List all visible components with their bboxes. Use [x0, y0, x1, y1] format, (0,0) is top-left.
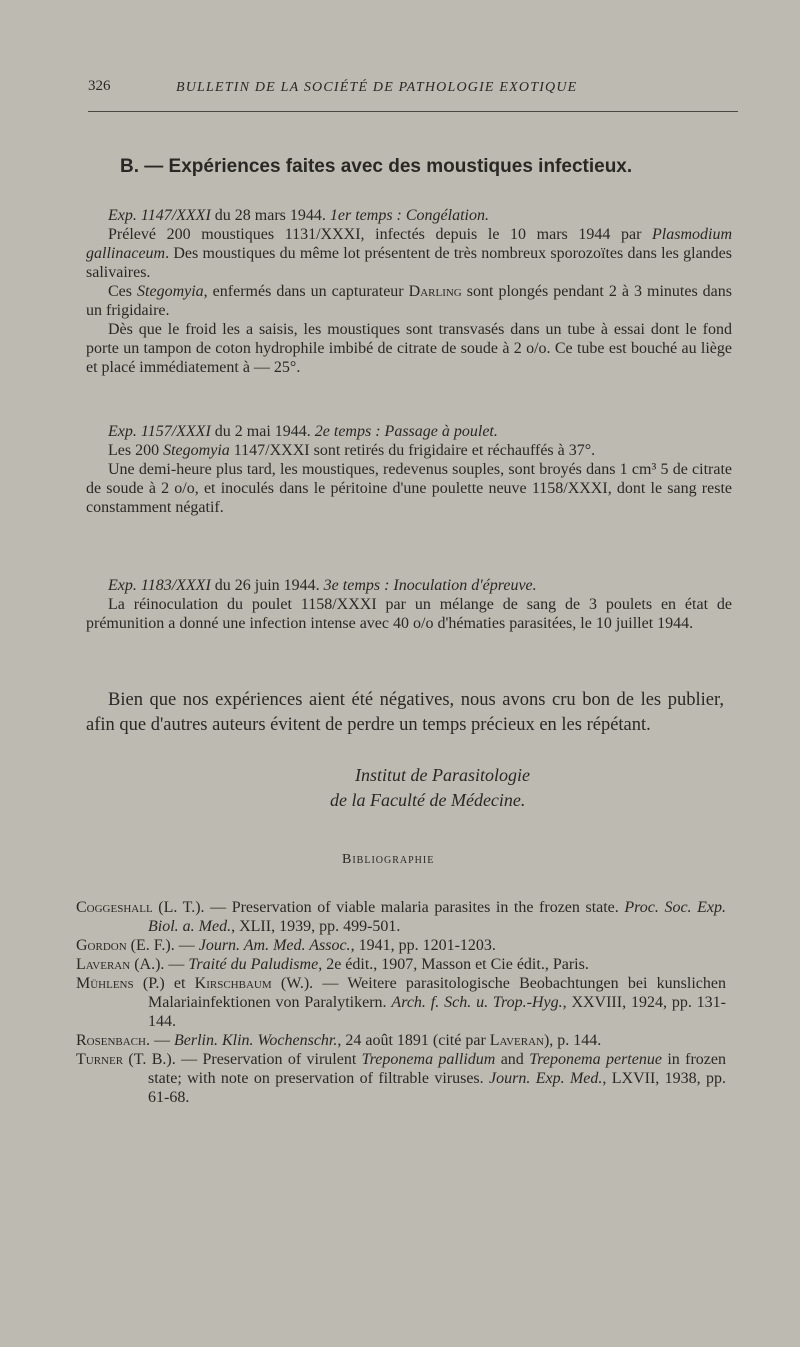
- text-run: Prélevé 200 moustiques 1131/XXXI, infectés depuis le 10 mars 1944 par: [108, 226, 652, 243]
- text-run: ), p. 144.: [543, 1032, 602, 1049]
- text-run: (L. T.). — Preservation of viable malaria parasites in the frozen state.: [152, 899, 625, 916]
- author-name: Kirschbaum: [194, 975, 272, 992]
- book-title: Traité du Paludisme: [188, 956, 319, 973]
- author-name: Gordon: [76, 937, 127, 954]
- author-name: Mühlens: [76, 975, 134, 992]
- experiment-1-id: Exp. 1147/XXXI: [108, 207, 211, 224]
- text-run: Les 200: [108, 442, 164, 459]
- text-run: (A.). —: [130, 956, 189, 973]
- experiment-1-date: du 28 mars 1944.: [210, 207, 330, 224]
- species-name: Plasmodium gallinaceum: [86, 226, 732, 262]
- header-rule: [88, 111, 738, 112]
- bibliography-heading: Bibliographie: [342, 852, 435, 867]
- experiment-2: [86, 422, 732, 517]
- bibliography-list: [76, 898, 726, 1107]
- section-heading: B. — Expériences faites avec des moustiques infectieux.: [120, 156, 633, 177]
- author-name: Rosenbach: [76, 1032, 146, 1049]
- experiment-1-paragraph-1: [86, 225, 732, 282]
- text-run: . Des moustiques du même lot présentent de très nombreux sporozoïtes dans les glandes salivaires.: [86, 245, 732, 281]
- experiment-3-title: [86, 576, 732, 595]
- bibliography-entry: [76, 1031, 726, 1050]
- text-run: . —: [145, 1032, 174, 1049]
- experiment-2-title: [86, 422, 732, 441]
- text-run: , 24 août 1891 (cité par: [337, 1032, 490, 1049]
- text-run: sont plongés pendant 2 à 3 minutes dans un frigidaire.: [86, 283, 733, 319]
- text-run: (W.). — Weitere parasitologische Beobachtungen bei kunslichen Malariainfektionen von Paralytikern.: [148, 975, 727, 1011]
- bibliography-entry: [76, 898, 727, 936]
- bibliography-entry: [76, 974, 727, 1031]
- text-run: , XLII, 1939, pp. 499-501.: [231, 918, 401, 935]
- text-run: Ces: [108, 283, 138, 300]
- journal-title: Journ. Am. Med. Assoc.: [198, 937, 351, 954]
- experiment-1-step: 1er temps : Congélation.: [329, 207, 489, 224]
- text-run: , 1941, pp. 1201-1203.: [350, 937, 496, 954]
- text-run: (E. F.). —: [126, 937, 199, 954]
- text-run: (P.) et: [133, 975, 195, 992]
- signature-line-2: de la Faculté de Médecine.: [330, 790, 526, 810]
- journal-title: Berlin. Klin. Wochenschr.: [173, 1032, 338, 1049]
- experiment-1-paragraph-2: [86, 282, 732, 320]
- journal-title: Arch. f. Sch. u. Trop.-Hyg.: [391, 994, 563, 1011]
- conclusion: [86, 688, 724, 738]
- author-name: Turner: [76, 1051, 124, 1068]
- author-name: Laveran: [489, 1032, 544, 1049]
- experiment-1-title: [86, 206, 732, 225]
- journal-title: Proc. Soc. Exp. Biol. a. Med.: [148, 899, 727, 935]
- text-run: in frozen state; with note on preservation of filtrable viruses.: [148, 1051, 727, 1087]
- author-name: Darling: [408, 283, 462, 300]
- journal-title: Journ. Exp. Med.: [489, 1070, 603, 1087]
- experiment-2-step: 2e temps : Passage à poulet.: [314, 423, 498, 440]
- conclusion-paragraph: Bien que nos expériences aient été négatives, nous avons cru bon de les publier, afin que d'autres auteurs évitent de perdre un temps précieux en les répétant.: [86, 690, 724, 735]
- experiment-3-step: 3e temps : Inoculation d'épreuve.: [323, 577, 537, 594]
- page-number: 326: [88, 78, 111, 94]
- experiment-1-paragraph-3: Dès que le froid les a saisis, les moustiques sont transvasés dans un tube à essai dont le fond porte un tampon de coton hydrophile imbibé de citrate de soude à 2 o/o. Ce tube est bouché au liège et placé immédiatement à — 25°.: [86, 321, 732, 376]
- signature-line-1: Institut de Parasitologie: [355, 765, 530, 785]
- experiment-2-id: Exp. 1157/XXXI: [108, 423, 211, 440]
- author-name: Laveran: [76, 956, 131, 973]
- experiment-3-paragraph-1: La réinoculation du poulet 1158/XXXI par un mélange de sang de 3 poulets en état de prémunition a donné une infection intense avec 40 o/o d'hématies parasitées, le 10 juillet 1944.: [86, 596, 732, 632]
- experiment-2-date: du 2 mai 1944.: [210, 423, 315, 440]
- bibliography-entry: [76, 955, 726, 974]
- text-run: , enfermés dans un capturateur: [203, 283, 409, 300]
- bibliography-entry: [76, 936, 726, 955]
- text-run: and: [495, 1051, 530, 1068]
- text-run: 1147/XXXI sont retirés du frigidaire et réchauffés à 37°.: [229, 442, 596, 459]
- bibliography-entry: [76, 1050, 727, 1107]
- text-run: , XXVIII, 1924, pp. 131-144.: [148, 994, 727, 1030]
- text-run: , LXVII, 1938, pp. 61-68.: [148, 1070, 726, 1106]
- text-run: (T. B.). — Preservation of virulent: [123, 1051, 362, 1068]
- experiment-1: [86, 206, 732, 377]
- running-title: BULLETIN DE LA SOCIÉTÉ DE PATHOLOGIE EXOTIQUE: [176, 80, 578, 95]
- page-header: [88, 78, 738, 102]
- experiment-2-paragraph-2: Une demi-heure plus tard, les moustiques, redevenus souples, sont broyés dans 1 cm³ 5 de citrate de soude à 2 o/o, et inoculés dans le péritoine d'une poulette neuve 1158/XXXI, dont le sang reste constamment négatif.: [86, 461, 732, 516]
- author-name: Coggeshall: [76, 899, 153, 916]
- experiment-2-paragraph-1: [86, 441, 732, 460]
- species-name: Stegomyia: [137, 283, 204, 300]
- experiment-3-id: Exp. 1183/XXXI: [108, 577, 211, 594]
- species-name: Stegomyia: [163, 442, 230, 459]
- experiment-3: [86, 576, 732, 633]
- species-name: Treponema pallidum: [361, 1051, 496, 1068]
- species-name: Treponema pertenue: [529, 1051, 662, 1068]
- experiment-3-date: du 26 juin 1944.: [210, 577, 324, 594]
- text-run: , 2e édit., 1907, Masson et Cie édit., Paris.: [318, 956, 589, 973]
